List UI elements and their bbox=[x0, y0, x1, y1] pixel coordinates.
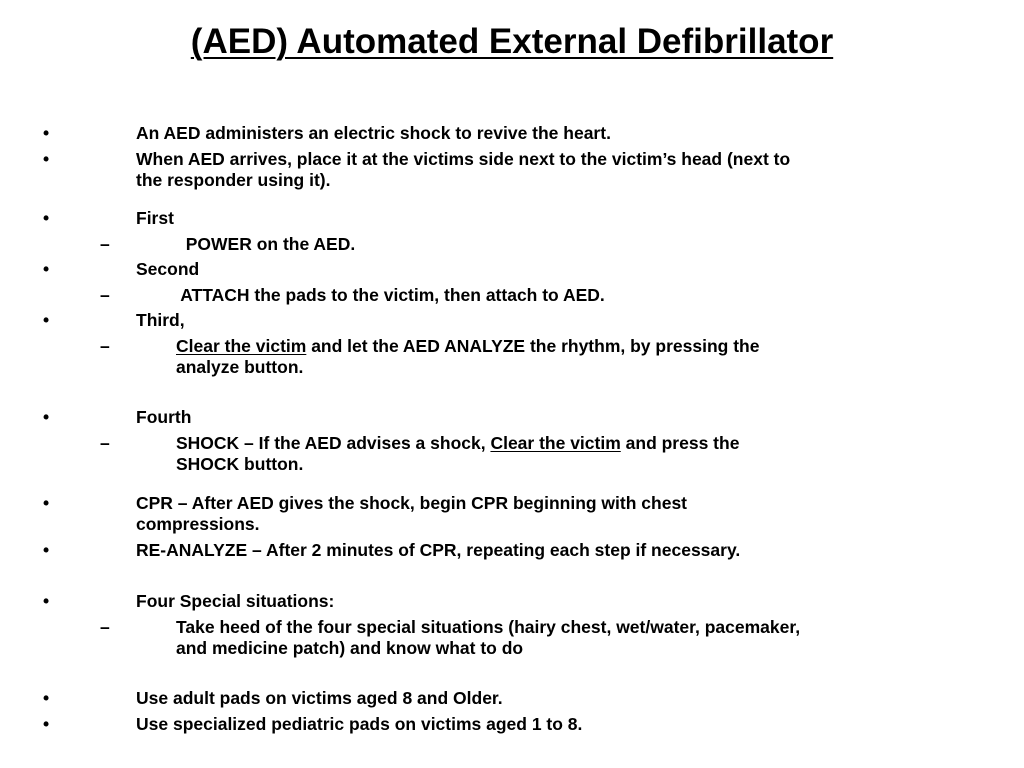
bullet-icon: • bbox=[43, 259, 50, 279]
dash-icon: – bbox=[100, 336, 110, 356]
bullet-text: CPR – After AED gives the shock, begin CPR beginning with chest bbox=[136, 493, 688, 513]
sub-bullet-text bbox=[176, 336, 759, 357]
bullet-text: the responder using it). bbox=[136, 170, 331, 190]
bullet-icon: • bbox=[43, 123, 50, 143]
bullet-text: Third, bbox=[136, 310, 185, 330]
sub-bullet-text: and medicine patch) and know what to do bbox=[176, 638, 524, 658]
dash-icon: – bbox=[100, 234, 110, 254]
bullet-icon: • bbox=[43, 591, 50, 611]
bullet-icon: • bbox=[43, 688, 50, 708]
bullet-text: RE-ANALYZE – After 2 minutes of CPR, repeating each step if necessary. bbox=[136, 540, 741, 560]
bullet-text: An AED administers an electric shock to revive the heart. bbox=[136, 123, 611, 143]
slide-title: (AED) Automated External Defibrillator bbox=[190, 22, 834, 61]
bullet-text: Four Special situations: bbox=[136, 591, 335, 611]
bullet-text: Use adult pads on victims aged 8 and Older. bbox=[136, 688, 503, 708]
bullet-text: compressions. bbox=[136, 514, 260, 534]
bullet-icon: • bbox=[43, 208, 50, 228]
sub-bullet-text: Take heed of the four special situations (hairy chest, wet/water, pacemaker, bbox=[176, 617, 801, 637]
bullet-text: First bbox=[136, 208, 174, 228]
bullet-icon: • bbox=[43, 149, 50, 169]
sub-bullet-text-start: SHOCK – If the AED advises a shock, bbox=[176, 433, 491, 453]
sub-bullet-text: SHOCK button. bbox=[176, 454, 304, 474]
bullet-text: When AED arrives, place it at the victims side next to the victim’s head (next to bbox=[136, 149, 791, 169]
bullet-text: Use specialized pediatric pads on victims aged 1 to 8. bbox=[136, 714, 583, 734]
sub-bullet-text: POWER on the AED. bbox=[176, 234, 356, 254]
sub-bullet-text: analyze button. bbox=[176, 357, 304, 377]
bullet-icon: • bbox=[43, 310, 50, 330]
sub-bullet-text-rest: and let the AED ANALYZE the rhythm, by pressing the bbox=[306, 336, 760, 356]
dash-icon: – bbox=[100, 617, 110, 637]
sub-bullet-text bbox=[176, 433, 739, 454]
dash-icon: – bbox=[100, 433, 110, 453]
bullet-icon: • bbox=[43, 493, 50, 513]
bullet-icon: • bbox=[43, 714, 50, 734]
underlined-phrase: Clear the victim bbox=[490, 433, 621, 453]
bullet-text: Fourth bbox=[136, 407, 192, 427]
bullet-icon: • bbox=[43, 540, 50, 560]
bullet-text: Second bbox=[136, 259, 200, 279]
bullet-icon: • bbox=[43, 407, 50, 427]
sub-bullet-text: ATTACH the pads to the victim, then attach to AED. bbox=[176, 285, 605, 305]
underlined-phrase: Clear the victim bbox=[176, 336, 307, 356]
dash-icon: – bbox=[100, 285, 110, 305]
sub-bullet-text-end: and press the bbox=[620, 433, 740, 453]
